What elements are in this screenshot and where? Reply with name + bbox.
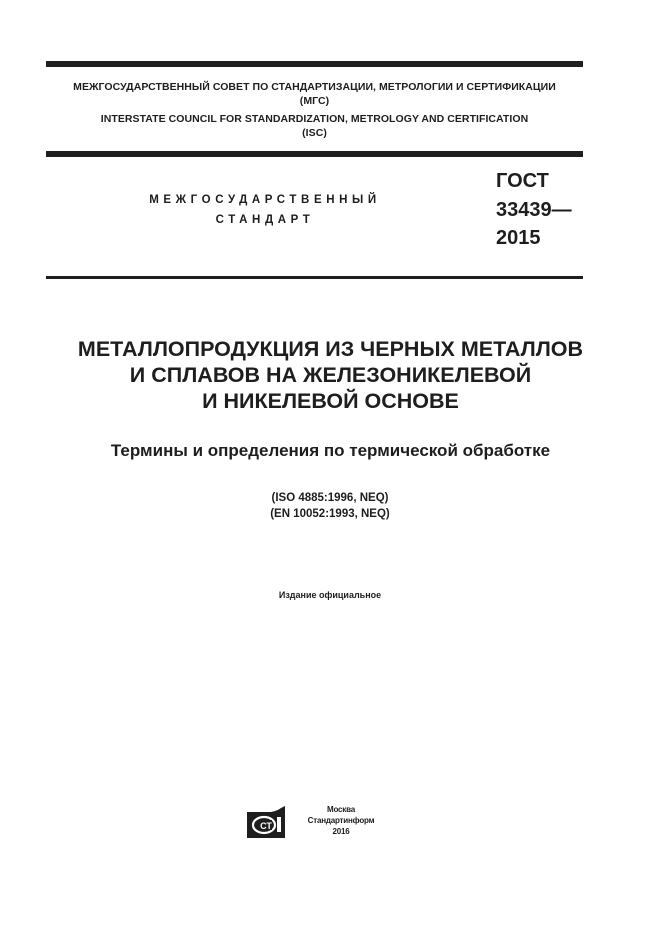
- council-ru-abbr: (МГС): [299, 95, 330, 107]
- publisher-text: [297, 804, 385, 837]
- standartinform-logo-icon: [247, 806, 287, 838]
- document-subtitle: Термины и определения по термической обработке: [110, 441, 551, 460]
- en-reference: (EN 10052:1993, NEQ): [270, 508, 390, 520]
- publisher-name: Стандартинформ: [307, 816, 375, 825]
- council-ru-name: МЕЖГОСУДАРСТВЕННЫЙ СОВЕТ ПО СТАНДАРТИЗАЦИИ, МЕТРОЛОГИИ И СЕРТИФИКАЦИИ: [73, 81, 556, 93]
- title-line3: И НИКЕЛЕВОЙ ОСНОВЕ: [202, 389, 459, 413]
- edition-note: Издание официальное: [278, 590, 382, 600]
- title-line1: МЕТАЛЛОПРОДУКЦИЯ ИЗ ЧЕРНЫХ МЕТАЛЛОВ: [77, 337, 584, 361]
- gost-label: ГОСТ: [496, 170, 549, 192]
- svg-text:СТ: СТ: [260, 821, 272, 831]
- header-rule: [46, 151, 583, 157]
- publisher-block: [247, 802, 397, 842]
- standard-type-line1: МЕЖГОСУДАРСТВЕННЫЙ: [149, 194, 381, 206]
- council-en-name: INTERSTATE COUNCIL FOR STANDARDIZATION, METROLOGY AND CERTIFICATION: [100, 113, 529, 125]
- publisher-city: Москва: [327, 805, 355, 814]
- standard-type-line2: СТАНДАРТ: [215, 214, 315, 226]
- council-en-block: [46, 112, 583, 140]
- gost-designation: [496, 167, 572, 253]
- title-line2: И СПЛАВОВ НА ЖЕЛЕЗОНИКЕЛЕВОЙ: [129, 363, 532, 387]
- council-ru-block: [46, 80, 583, 108]
- council-en-abbr: (ISC): [302, 127, 327, 139]
- standard-type: [100, 190, 430, 230]
- document-title: [20, 336, 641, 414]
- gost-year: 2015: [496, 227, 541, 249]
- gost-number: 33439—: [496, 198, 572, 221]
- top-rule: [46, 61, 583, 67]
- international-references: [200, 490, 460, 522]
- iso-reference: (ISO 4885:1996, NEQ): [271, 492, 389, 504]
- designation-rule: [46, 276, 583, 279]
- publisher-year: 2016: [332, 827, 350, 836]
